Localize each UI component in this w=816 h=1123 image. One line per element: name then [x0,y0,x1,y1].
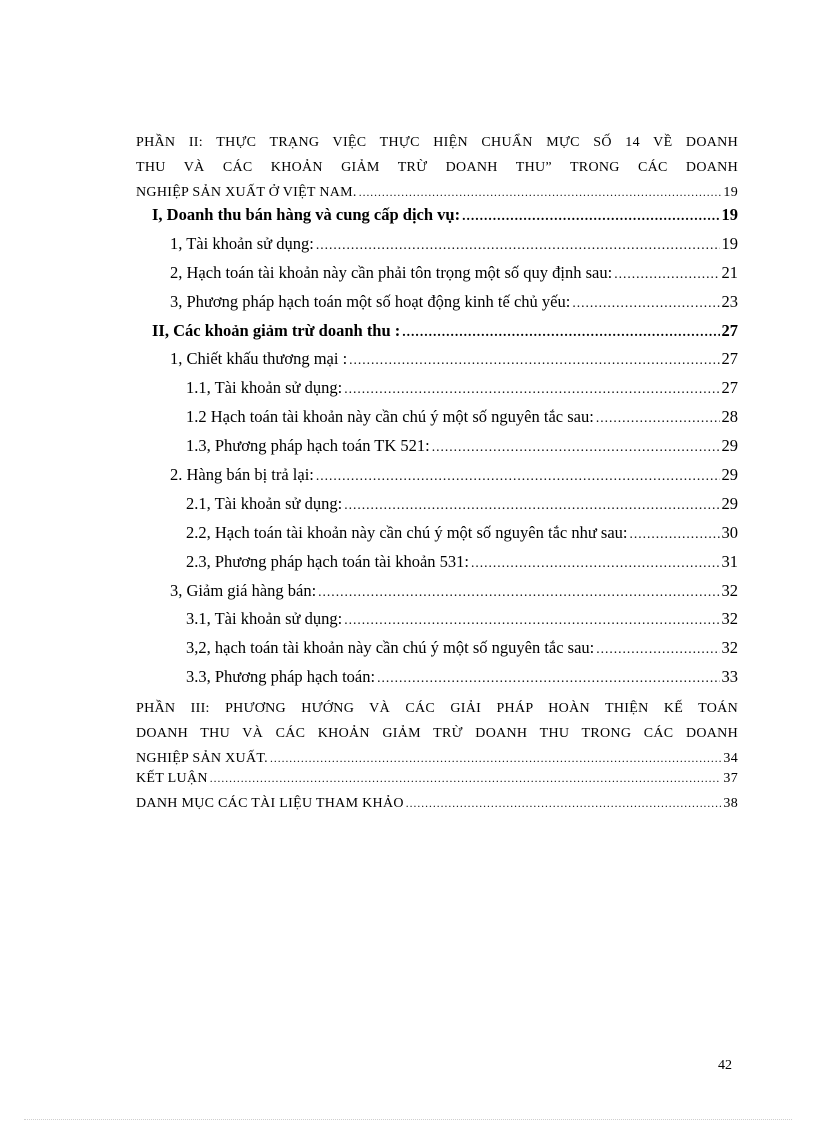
toc-page-number: 29 [721,465,738,485]
toc-entry-2-1[interactable]: 1, Chiết khấu thương mại : ..... 27 [136,349,738,378]
dot-leader [596,641,719,657]
dot-leader [318,584,719,600]
dot-leader [402,324,719,340]
toc-page-number: 27 [721,378,738,398]
dot-leader [344,497,719,513]
toc-entry-2-3-3[interactable]: 3.3, Phương pháp hạch toán: ..... 33 [136,667,738,696]
toc-page-number: 23 [721,291,738,311]
toc-entry-1-3[interactable]: 3, Phương pháp hạch toán một số hoạt động kinh tế chủ yếu: ..... 23 [136,292,738,321]
dot-leader [614,266,719,282]
toc-page-number: 32 [721,638,738,658]
dot-leader [572,295,719,311]
toc-entry-1-1[interactable]: 1, Tài khoản sử dụng: ..... 19 [136,234,738,263]
toc-entry-2-2-3[interactable]: 2.3, Phương pháp hạch toán tài khoản 531: ..... 31 [136,552,738,581]
dot-leader [210,773,722,785]
dot-leader [630,526,720,542]
toc-entry-conclusion[interactable]: KẾT LUẬN ..... 37 [136,771,738,796]
toc-part-2-line-3: NGHIỆP SẢN XUẤT Ở VIỆT NAM. ..... 19 [136,180,738,205]
toc-page-number: 28 [721,407,738,427]
dot-leader [316,468,720,484]
toc-page-number: 38 [723,796,738,812]
toc-part-2-line-2: THU VÀ CÁC KHOẢN GIẢM TRỪ DOANH THU” TRONG CÁC DOANH [136,160,738,175]
toc-entry-2-2[interactable]: 2. Hàng bán bị trả lại: ..... 29 [136,465,738,494]
toc-part-3-line-3: NGHIỆP SẢN XUẤT. ..... 34 [136,746,738,771]
toc-entry-2-3[interactable]: 3, Giảm giá hàng bán: ..... 32 [136,581,738,610]
toc-page-number: 32 [721,580,738,600]
dot-leader [316,237,720,253]
toc-page-number: 27 [721,349,738,369]
toc-page-number: 19 [723,185,738,200]
toc-page-number: 34 [723,751,738,767]
dot-leader [359,181,722,206]
toc-entry-2-1-2[interactable]: 1.2 Hạch toán tài khoản này cần chú ý một số nguyên tắc sau: ..... 28 [136,407,738,436]
toc-page-number: 30 [721,522,738,542]
toc-page-number: 29 [721,493,738,513]
toc-page-number: 33 [721,667,738,687]
toc-page-number: 19 [721,233,738,253]
dot-leader [471,555,720,571]
toc-entry-2-2-1[interactable]: 2.1, Tài khoản sử dụng: ..... 29 [136,494,738,523]
toc-entry-references[interactable]: DANH MỤC CÁC TÀI LIỆU THAM KHẢO ..... 38 [136,796,738,821]
dot-leader [377,670,719,686]
toc-part-3[interactable] [136,696,738,771]
page-number: 42 [718,1058,732,1073]
page-bottom-divider [24,1119,792,1120]
dot-leader [349,352,719,368]
toc-page-number: 29 [721,436,738,456]
toc-entry-2-3-1[interactable]: 3.1, Tài khoản sử dụng: ..... 32 [136,609,738,638]
dot-leader [596,410,720,426]
toc-entry-2-1-1[interactable]: 1.1, Tài khoản sử dụng: ..... 27 [136,378,738,407]
dot-leader [270,747,721,772]
toc-part-3-line-1: PHẦN III: PHƯƠNG HƯỚNG VÀ CÁC GIẢI PHÁP HOÀN THIỆN KẾ TOÁN [136,701,738,717]
toc-part-3-line-2: DOANH THU VÀ CÁC KHOẢN GIẢM TRỪ DOANH THU TRONG CÁC DOANH [136,726,738,742]
table-of-contents [136,130,738,821]
toc-page-number: 31 [721,551,738,571]
dot-leader [462,208,719,224]
toc-entry-2-1-3[interactable]: 1.3, Phương pháp hạch toán TK 521: ..... 29 [136,436,738,465]
toc-entry-section-2[interactable]: II, Các khoản giảm trừ doanh thu : ..... 27 [136,321,738,350]
dot-leader [432,439,720,455]
toc-entry-2-2-2[interactable]: 2.2, Hạch toán tài khoản này cần chú ý một số nguyên tắc như sau: ..... 30 [136,523,738,552]
toc-part-2-line-1: PHẦN II: THỰC TRẠNG VIỆC THỰC HIỆN CHUẨN MỰC SỐ 14 VỀ DOANH [136,135,738,150]
toc-entry-2-3-2[interactable]: 3,2, hạch toán tài khoản này cần chú ý một số nguyên tắc sau: ..... 32 [136,638,738,667]
dot-leader [344,612,719,628]
toc-entry-1-2[interactable]: 2, Hạch toán tài khoản này cần phải tôn trọng một số quy định sau: ..... 21 [136,263,738,292]
toc-page-number: 27 [721,320,738,340]
toc-page-number: 32 [721,609,738,629]
toc-page-number: 21 [721,262,738,282]
toc-part-2[interactable] [136,130,738,205]
toc-entry-section-1[interactable]: I, Doanh thu bán hàng và cung cấp dịch vụ: ..... 19 [136,205,738,234]
toc-page-number: 19 [721,205,738,224]
dot-leader [344,381,719,397]
dot-leader [406,798,722,810]
toc-page-number: 37 [723,771,738,787]
